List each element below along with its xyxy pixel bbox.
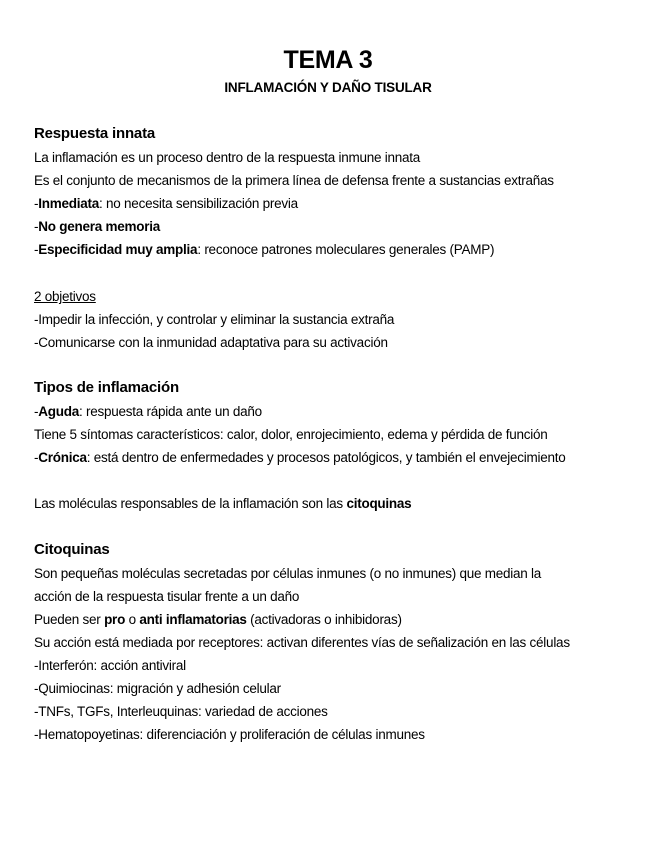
cytokines-item-3: -TNFs, TGFs, Interleuquinas: variedad de acciones <box>34 704 328 719</box>
line3-or: o <box>125 612 140 627</box>
innate-immediate <box>34 195 298 213</box>
specificity-desc: : reconoce patrones moleculares generales (PAMP) <box>197 242 495 257</box>
innate-line-2: Es el conjunto de mecanismos de la primera línea de defensa frente a sustancias extrañas <box>34 173 554 188</box>
specificity-term: Especificidad muy amplia <box>38 242 198 257</box>
cytokines-item-4: -Hematopoyetinas: diferenciación y proliferación de células inmunes <box>34 727 425 742</box>
cytokines-item-1: -Interferón: acción antiviral <box>34 658 186 673</box>
innate-line-1: La inflamación es un proceso dentro de la respuesta inmune innata <box>34 150 421 165</box>
anti-term: anti inflamatorias <box>139 612 247 627</box>
bullet-dash: - <box>34 242 39 257</box>
bullet-dash: - <box>34 196 39 211</box>
cytokines-item-2: -Quimiocinas: migración y adhesión celular <box>34 681 281 696</box>
section-heading-types: Tipos de inflamación <box>34 379 179 396</box>
innate-no-memory <box>34 218 160 236</box>
pro-term: pro <box>104 612 126 627</box>
section-heading-innate: Respuesta innata <box>34 125 156 142</box>
page-title: TEMA 3 <box>283 46 373 74</box>
types-chronic <box>34 449 566 467</box>
innate-specificity <box>34 241 494 259</box>
chronic-term: Crónica <box>38 450 87 465</box>
cytokines-line-4: Su acción está mediada por receptores: activan diferentes vías de señalización en las células <box>34 635 570 650</box>
cytokines-line-2: acción de la respuesta tisular frente a un daño <box>34 589 300 604</box>
bullet-dash: - <box>34 450 39 465</box>
line3-prefix: Pueden ser <box>34 612 105 627</box>
objectives-heading: 2 objetivos <box>34 289 96 304</box>
types-symptoms: Tiene 5 síntomas característicos: calor, dolor, enrojecimiento, edema y pérdida de función <box>34 427 548 442</box>
line3-rest: (activadoras o inhibidoras) <box>246 612 402 627</box>
molecules-text: Las moléculas responsables de la inflamación son las <box>34 496 347 511</box>
acute-term: Aguda <box>38 404 79 419</box>
no-memory-term: No genera memoria <box>38 219 161 234</box>
molecules-sentence <box>34 495 411 513</box>
objective-item-2: -Comunicarse con la inmunidad adaptativa para su activación <box>34 335 388 350</box>
cytokines-line-1: Son pequeñas moléculas secretadas por células inmunes (o no inmunes) que median la <box>34 566 542 581</box>
bullet-dash: - <box>34 404 39 419</box>
types-acute <box>34 403 262 421</box>
chronic-desc: : está dentro de enfermedades y procesos patológicos, y también el envejecimiento <box>86 450 566 465</box>
bullet-dash: - <box>34 219 39 234</box>
cytokines-term: citoquinas <box>346 496 412 511</box>
acute-desc: : respuesta rápida ante un daño <box>79 404 262 419</box>
section-heading-cytokines: Citoquinas <box>34 541 110 558</box>
objective-item-1: -Impedir la infección, y controlar y eliminar la sustancia extraña <box>34 312 395 327</box>
cytokines-line-3 <box>34 611 402 629</box>
immediate-term: Inmediata <box>38 196 100 211</box>
immediate-desc: : no necesita sensibilización previa <box>99 196 298 211</box>
page-subtitle: INFLAMACIÓN Y DAÑO TISULAR <box>224 80 432 95</box>
